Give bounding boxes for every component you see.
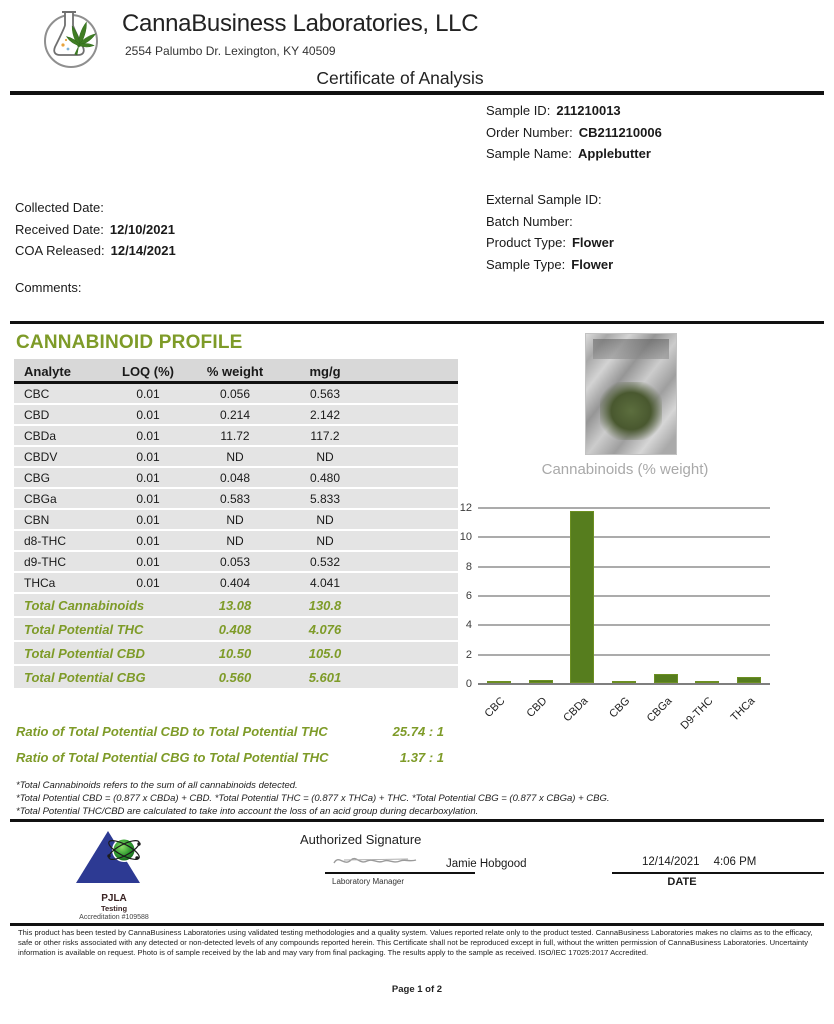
footnote-line: *Total Cannabinoids refers to the sum of all cannabinoids detected. <box>16 780 298 791</box>
cell-mg-g: ND <box>316 534 334 548</box>
signer-name: Jamie Hobgood <box>446 858 527 870</box>
cell-analyte: CBDV <box>24 450 58 464</box>
cell-mg-g: 117.2 <box>310 429 340 443</box>
cell-filler <box>380 642 458 666</box>
ratio-cbd-thc <box>16 724 466 739</box>
sample-details-block <box>486 189 614 275</box>
chart-ytick-label: 10 <box>459 531 472 544</box>
cell-mg-g: 5.833 <box>309 492 341 506</box>
table-row <box>14 489 458 510</box>
total-mg-g: 5.601 <box>308 670 342 685</box>
company-name: CannaBusiness Laboratories, LLC <box>122 10 479 37</box>
cell-mg-g: 0.480 <box>309 471 341 485</box>
sample-id-block <box>486 100 662 165</box>
external-id-label: External Sample ID: <box>486 192 602 207</box>
collected-date-row <box>15 197 176 219</box>
analyte-rows <box>14 384 458 594</box>
table-row <box>14 531 458 552</box>
table-row <box>14 552 458 573</box>
cell-mg-g: ND <box>316 450 334 464</box>
coa-released-value: 12/14/2021 <box>110 243 176 258</box>
col-header-mgg: mg/g <box>309 364 341 379</box>
product-type-value: Flower <box>571 235 614 250</box>
chart-ytick-label: 12 <box>459 502 472 514</box>
coa-released-row <box>15 240 176 262</box>
received-date-value: 12/10/2021 <box>109 221 175 237</box>
cell-loq: 0.01 <box>136 387 160 401</box>
chart-xtick-label: D9-THC <box>678 695 716 733</box>
cell-analyte: d8-THC <box>24 534 67 548</box>
external-id-row <box>486 189 614 211</box>
col-header-weight: % weight <box>206 364 264 379</box>
sample-name-row <box>486 143 662 165</box>
sample-id-row <box>486 100 662 122</box>
chart-bar <box>737 677 761 683</box>
col-header-loq: LOQ (%) <box>122 364 174 379</box>
cell-loq: 0.01 <box>136 408 160 422</box>
cell-filler <box>380 384 458 405</box>
cell-pct-weight: ND <box>226 534 244 548</box>
cell-loq: 0.01 <box>136 555 160 569</box>
ratio-cbd-thc-label: Ratio of Total Potential CBD to Total Potential THC <box>16 724 328 739</box>
order-number-row <box>486 122 662 144</box>
sample-id-label: Sample ID: <box>486 103 551 118</box>
cannabinoid-table <box>14 359 458 690</box>
chart-xtick-label: CBG <box>607 695 633 721</box>
total-row <box>14 594 458 618</box>
lab-flask-leaf-logo <box>36 5 110 74</box>
signer-title: Laboratory Manager <box>332 877 405 886</box>
disclaimer-text: This product has been tested by CannaBusiness Laboratories using validated testing methodologies and a quality system. Values reported relate only to the product tested. CannaBusiness Laboratories makes no claims as to the efficacy, safe or other risks associated with any detected or non-detected levels of any compounds reported herein. This Certificate shall not be reproduced except in full, without the written permission of CannaBusiness Laboratories. Uncertainty information is available on request. Photo is of sample received by the lab and may vary from final packaging. The results apply to the sample as received. ISO/IEC 17025:2017 Accredited. <box>18 928 813 957</box>
order-number-label: Order Number: <box>486 124 573 140</box>
total-mg-g: 4.076 <box>308 622 342 637</box>
total-pct-weight: 10.50 <box>218 646 252 661</box>
chart-ytick-label: 8 <box>465 560 472 573</box>
total-label: Total Potential CBG <box>24 670 146 685</box>
pjla-logo-icon <box>74 829 154 887</box>
signature-date <box>642 856 756 868</box>
cell-filler <box>380 468 458 489</box>
table-row <box>14 447 458 468</box>
cell-filler <box>380 426 458 447</box>
total-label: Total Potential CBD <box>24 646 145 661</box>
table-row <box>14 510 458 531</box>
date-line <box>612 872 824 874</box>
cell-loq: 0.01 <box>136 471 160 485</box>
cell-pct-weight: 0.583 <box>219 492 251 506</box>
pjla-accreditation-block <box>56 829 172 921</box>
received-date-label: Received Date: <box>15 221 104 237</box>
order-number-value: CB211210006 <box>578 124 662 140</box>
chart-gridline <box>478 654 770 656</box>
total-mg-g: 105.0 <box>308 646 342 661</box>
chart-xtick-label: THCa <box>728 695 758 724</box>
pjla-org-name: PJLA <box>101 893 127 904</box>
cell-analyte: CBD <box>24 408 50 422</box>
chart-title: Cannabinoids (% weight) <box>541 461 709 478</box>
cell-filler <box>380 666 458 690</box>
page-number: Page 1 of 2 <box>391 984 443 995</box>
collected-date-label: Collected Date: <box>15 200 104 215</box>
batch-number-row <box>486 211 614 233</box>
divider-signature <box>10 819 824 822</box>
chart-bar <box>612 681 636 683</box>
signature-time-value: 4:06 PM <box>713 856 757 868</box>
cell-analyte: THCa <box>24 576 56 590</box>
sample-type-value: Flower <box>571 256 614 272</box>
document-title: Certificate of Analysis <box>316 68 484 88</box>
section-title-cannabinoid-profile: CANNABINOID PROFILE <box>16 332 243 353</box>
chart-bar <box>570 511 594 683</box>
chart-gridline <box>478 624 770 626</box>
cell-loq: 0.01 <box>136 576 160 590</box>
total-row <box>14 618 458 642</box>
cell-loq: 0.01 <box>136 450 160 464</box>
cell-analyte: CBC <box>24 387 50 401</box>
cell-pct-weight: 0.214 <box>219 408 251 422</box>
ratio-cbg-thc-label: Ratio of Total Potential CBG to Total Potential THC <box>16 750 329 765</box>
cell-loq: 0.01 <box>136 513 160 527</box>
cell-pct-weight: ND <box>226 450 244 464</box>
authorized-signature-heading: Authorized Signature <box>300 832 422 847</box>
chart-xtick-label: CBD <box>524 695 550 720</box>
chart-bar <box>695 681 719 683</box>
table-row <box>14 468 458 489</box>
cell-mg-g: 0.532 <box>309 555 341 569</box>
divider-profile <box>10 321 824 324</box>
cell-filler <box>380 594 458 618</box>
table-row <box>14 405 458 426</box>
cell-mg-g: ND <box>316 513 334 527</box>
cell-filler <box>380 447 458 468</box>
table-row <box>14 384 458 405</box>
chart-xtick-label: CBDa <box>561 695 591 725</box>
divider-disclaimer <box>10 923 824 926</box>
table-row <box>14 573 458 594</box>
sample-type-row <box>486 254 614 276</box>
received-date-row <box>15 219 176 241</box>
cell-analyte: CBN <box>24 513 50 527</box>
chart-ytick-label: 4 <box>465 619 472 632</box>
total-pct-weight: 0.560 <box>218 670 252 685</box>
total-label: Total Potential THC <box>24 622 144 637</box>
sample-name-value: Applebutter <box>577 146 651 161</box>
cell-mg-g: 4.041 <box>309 576 341 590</box>
cell-analyte: CBGa <box>24 492 57 506</box>
cell-loq: 0.01 <box>136 534 160 548</box>
sample-photo <box>585 333 677 455</box>
company-address: 2554 Palumbo Dr. Lexington, KY 40509 <box>125 44 336 58</box>
product-type-label: Product Type: <box>486 235 566 250</box>
sample-type-label: Sample Type: <box>486 256 566 272</box>
sample-name-label: Sample Name: <box>486 146 572 161</box>
cell-filler <box>380 618 458 642</box>
chart-gridline <box>478 507 770 509</box>
pjla-division: Testing <box>100 904 128 913</box>
ratio-cbg-thc <box>16 750 466 765</box>
chart-bar <box>529 680 553 683</box>
cell-filler <box>380 510 458 531</box>
chart-gridline <box>478 595 770 597</box>
cannabinoid-chart-plot <box>459 502 770 733</box>
footnote-line: *Total Potential THC/CBD are calculated to take into account the loss of an acid group during decarboxylation. <box>16 806 479 817</box>
total-pct-weight: 0.408 <box>218 622 252 637</box>
cell-pct-weight: 11.72 <box>220 429 250 443</box>
cell-pct-weight: ND <box>226 513 244 527</box>
chart-ytick-label: 0 <box>465 678 472 690</box>
coa-released-label: COA Released: <box>15 243 105 258</box>
sample-id-value: 211210013 <box>556 103 621 118</box>
total-rows <box>14 594 458 690</box>
cell-filler <box>380 531 458 552</box>
chart-ytick-label: 2 <box>465 648 472 661</box>
table-row <box>14 426 458 447</box>
footnote-line: *Total Potential CBD = (0.877 x CBDa) + CBD. *Total Potential THC = (0.877 x THCa) + THC. *Total Potential CBG = (0.877 x CBGa) + CBG. <box>16 793 610 804</box>
ratio-cbd-thc-value: 25.74 : 1 <box>392 724 444 739</box>
total-pct-weight: 13.08 <box>218 598 252 613</box>
batch-number-label: Batch Number: <box>486 213 573 229</box>
cell-mg-g: 0.563 <box>309 387 341 401</box>
chart-bar <box>654 674 678 683</box>
chart-gridline <box>478 536 770 538</box>
cell-mg-g: 2.142 <box>309 408 341 422</box>
cell-pct-weight: 0.056 <box>219 387 251 401</box>
ratio-cbg-thc-value: 1.37 : 1 <box>399 750 444 765</box>
total-row <box>14 666 458 690</box>
cell-loq: 0.01 <box>136 429 160 443</box>
cell-analyte: CBG <box>24 471 51 485</box>
chart-xtick-label: CBGa <box>644 695 675 725</box>
cell-analyte: CBDa <box>24 429 57 443</box>
signature-date-value: 12/14/2021 <box>642 856 700 868</box>
col-header-analyte: Analyte <box>24 364 71 379</box>
table-header-row <box>14 359 458 384</box>
cell-loq: 0.01 <box>136 492 160 506</box>
cell-pct-weight: 0.404 <box>219 576 251 590</box>
cell-filler <box>380 573 458 594</box>
comments-label: Comments: <box>15 280 82 295</box>
chart-bar <box>487 681 511 683</box>
footnotes <box>16 779 609 818</box>
total-label: Total Cannabinoids <box>24 598 145 613</box>
cell-filler <box>380 552 458 573</box>
date-label: DATE <box>667 876 697 888</box>
chart-ytick-label: 6 <box>465 590 472 602</box>
cell-pct-weight: 0.048 <box>219 471 251 485</box>
chart-gridline <box>478 566 770 568</box>
total-mg-g: 130.8 <box>308 598 342 613</box>
total-row <box>14 642 458 666</box>
cell-filler <box>380 405 458 426</box>
chart-xtick-label: CBC <box>482 695 508 720</box>
cell-pct-weight: 0.053 <box>219 555 251 569</box>
divider-top <box>10 91 824 95</box>
cell-analyte: d9-THC <box>24 555 67 569</box>
signature-line <box>325 872 475 874</box>
dates-block <box>15 197 176 262</box>
product-type-row <box>486 232 614 254</box>
cell-filler <box>380 489 458 510</box>
pjla-accreditation-number: Accreditation #109588 <box>79 914 149 921</box>
